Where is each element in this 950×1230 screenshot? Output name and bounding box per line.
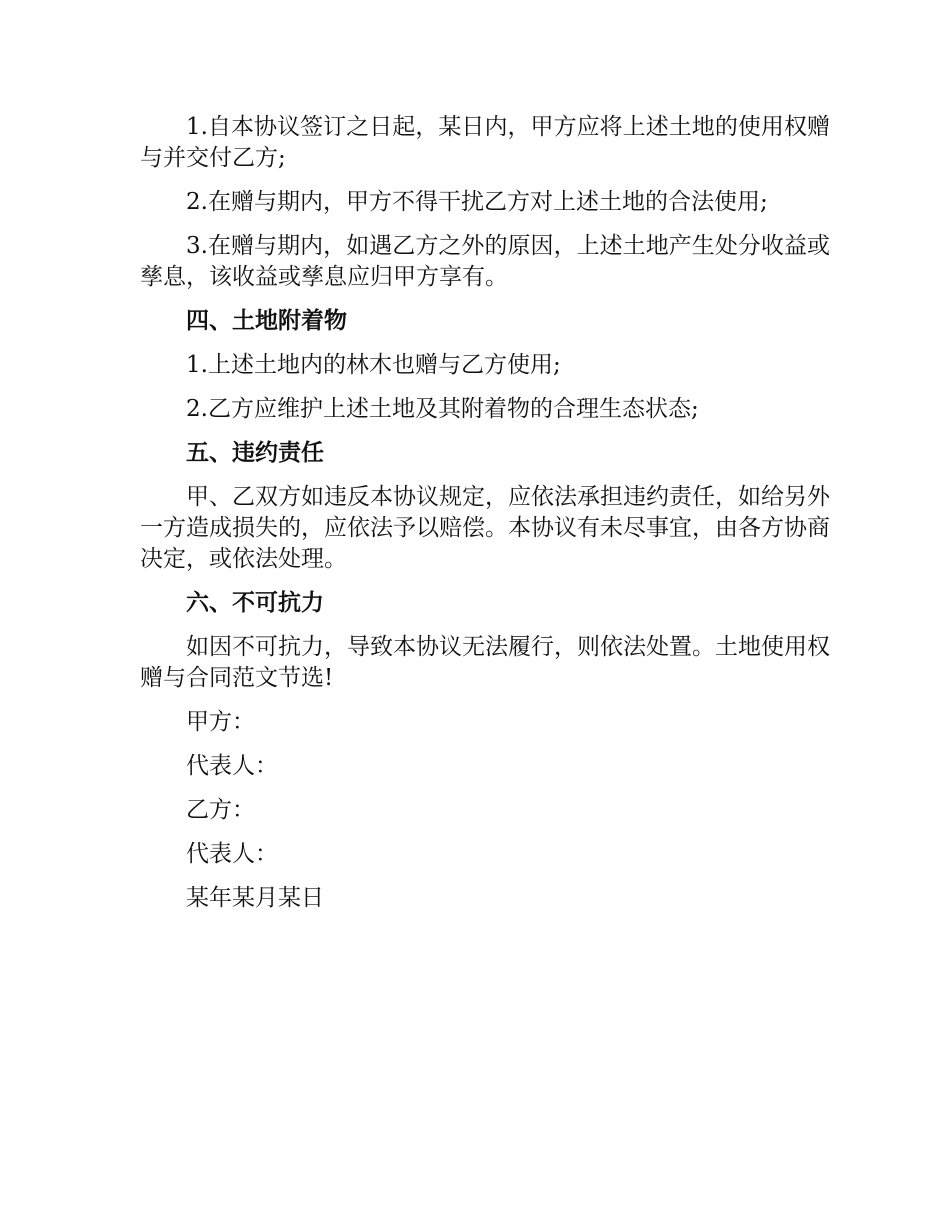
party-a-representative-label: 代表人： — [186, 753, 278, 779]
party-a-label: 甲方： — [186, 709, 255, 735]
clause-paragraph: 如因不可抗力，导致本协议无法履行，则依法处置。土地使用权赠与合同范文节选! — [140, 634, 830, 691]
clause-paragraph: 甲、乙双方如违反本协议规定，应依法承担违约责任，如给另外一方造成损失的，应依法予以赔偿。本协议有未尽事宜，由各方协商决定，或依法处理。 — [140, 484, 830, 572]
section-heading: 四、土地附着物 — [186, 308, 347, 334]
section-heading: 六、不可抗力 — [186, 590, 324, 616]
clause-paragraph: 1.上述土地内的林木也赠与乙方使用; — [186, 352, 561, 378]
clause-paragraph: 1.自本协议签订之日起，某日内，甲方应将上述土地的使用权赠与并交付乙方; — [140, 114, 830, 171]
clause-paragraph: 2.乙方应维护上述土地及其附着物的合理生态状态; — [186, 396, 699, 422]
party-b-label: 乙方： — [186, 797, 255, 823]
document-body — [140, 112, 830, 927]
section-heading: 五、违约责任 — [186, 440, 324, 466]
signing-date: 某年某月某日 — [186, 885, 324, 911]
clause-paragraph: 3.在赠与期内，如遇乙方之外的原因，上述土地产生处分收益或孳息，该收益或孳息应归甲方享有。 — [140, 233, 830, 290]
party-b-representative-label: 代表人： — [186, 841, 278, 867]
clause-paragraph: 2.在赠与期内，甲方不得干扰乙方对上述土地的合法使用; — [186, 189, 768, 215]
